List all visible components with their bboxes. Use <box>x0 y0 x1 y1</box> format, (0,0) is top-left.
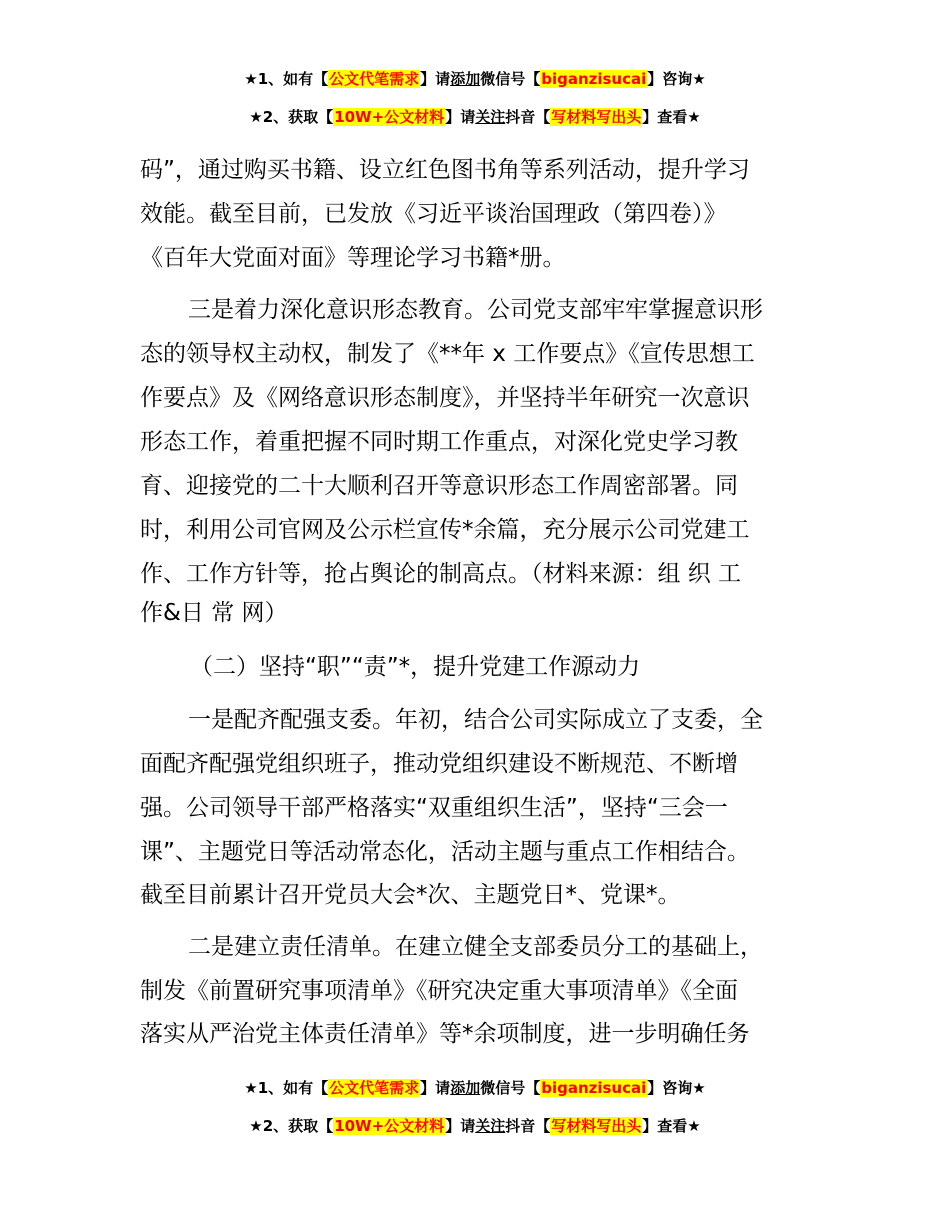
banner-suffix: 】咨询★ <box>647 70 706 88</box>
body-line: 二是建立责任清单。在建立健全支部委员分工的基础上， <box>188 934 763 960</box>
body-line: 作、工作方针等，抢占舆论的制高点。（材料来源：组 织 工 <box>140 561 742 587</box>
banner-prefix: ★1、如有【 <box>244 1079 329 1097</box>
banner-prefix: ★2、获取【 <box>249 108 334 126</box>
body-line: 面配齐配强党组织班子，推动党组织建设不断规范、不断增 <box>140 751 738 777</box>
body-line: 强。公司领导干部严格落实“双重组织生活”，坚持“三会一 <box>140 795 728 821</box>
banner-prefix: ★1、如有【 <box>244 70 329 88</box>
body-line: 三是着力深化意识形态教育。公司党支部牢牢掌握意识形 <box>188 297 763 323</box>
banner-suffix: 】查看★ <box>642 1117 701 1135</box>
banner-text: 微信号【 <box>480 70 541 88</box>
banner-prefix: ★2、获取【 <box>249 1117 334 1135</box>
footer-banner-2 <box>0 1115 950 1137</box>
banner-underline-text: 关注 <box>475 1117 506 1135</box>
banner-highlight: 10W+公文材料 <box>334 1117 445 1135</box>
body-line: 作&日 常 网） <box>140 600 288 626</box>
banner-highlight: 公文代笔需求 <box>329 1079 420 1097</box>
banner-underline-text: 添加 <box>450 1079 481 1097</box>
section-heading: （二）坚持“职”“责”*，提升党建工作源动力 <box>190 654 641 680</box>
banner-suffix: 】查看★ <box>642 108 701 126</box>
body-line: 态的领导权主动权，制发了《**年 x 工作要点》《宣传思想工 <box>140 341 755 367</box>
body-line: 落实从严治党主体责任清单》等*余项制度，进一步明确任务 <box>140 1021 750 1047</box>
body-line: 码”，通过购买书籍、设立红色图书角等系列活动，提升学习 <box>140 157 750 183</box>
footer-banner-1 <box>0 1077 950 1099</box>
body-line: 《百年大党面对面》等理论学习书籍*册。 <box>140 245 566 271</box>
body-line: 课”、主题党日等活动常态化，活动主题与重点工作相结合。 <box>140 839 750 865</box>
banner-text: 抖音【 <box>505 1117 551 1135</box>
banner-highlight-douyin: 写材料写出头 <box>551 108 642 126</box>
banner-underline-text: 关注 <box>475 108 506 126</box>
banner-highlight: 10W+公文材料 <box>334 108 445 126</box>
banner-suffix: 】咨询★ <box>647 1079 706 1097</box>
banner-text: 】请 <box>445 1117 476 1135</box>
body-line: 截至目前累计召开党员大会*次、主题党日*、党课*。 <box>140 882 681 908</box>
body-line: 一是配齐配强支委。年初，结合公司实际成立了支委，全 <box>188 707 763 733</box>
banner-underline-text: 添加 <box>450 70 481 88</box>
header-banner-1 <box>0 68 950 90</box>
banner-text: 】请 <box>420 1079 451 1097</box>
banner-highlight: 公文代笔需求 <box>329 70 420 88</box>
banner-text: 微信号【 <box>480 1079 541 1097</box>
banner-text: 】请 <box>420 70 451 88</box>
body-line: 制发《前置研究事项清单》《研究决定重大事项清单》《全面 <box>140 978 738 1004</box>
body-line: 育、迎接党的二十大顺利召开等意识形态工作周密部署。同 <box>140 473 738 499</box>
banner-text: 】请 <box>445 108 476 126</box>
body-line: 作要点》及《网络意识形态制度》，并坚持半年研究一次意识 <box>140 385 750 411</box>
header-banner-2 <box>0 106 950 128</box>
body-line: 形态工作，着重把握不同时期工作重点，对深化党史学习教 <box>140 429 738 455</box>
body-line: 时，利用公司官网及公示栏宣传*余篇，充分展示公司党建工 <box>140 517 750 543</box>
banner-text: 抖音【 <box>505 108 551 126</box>
body-line: 效能。截至目前，已发放《习近平谈治国理政（第四卷）》 <box>140 201 727 227</box>
banner-highlight-wechat: biganzisucai <box>541 1079 647 1097</box>
banner-highlight-douyin: 写材料写出头 <box>551 1117 642 1135</box>
banner-highlight-wechat: biganzisucai <box>541 70 647 88</box>
